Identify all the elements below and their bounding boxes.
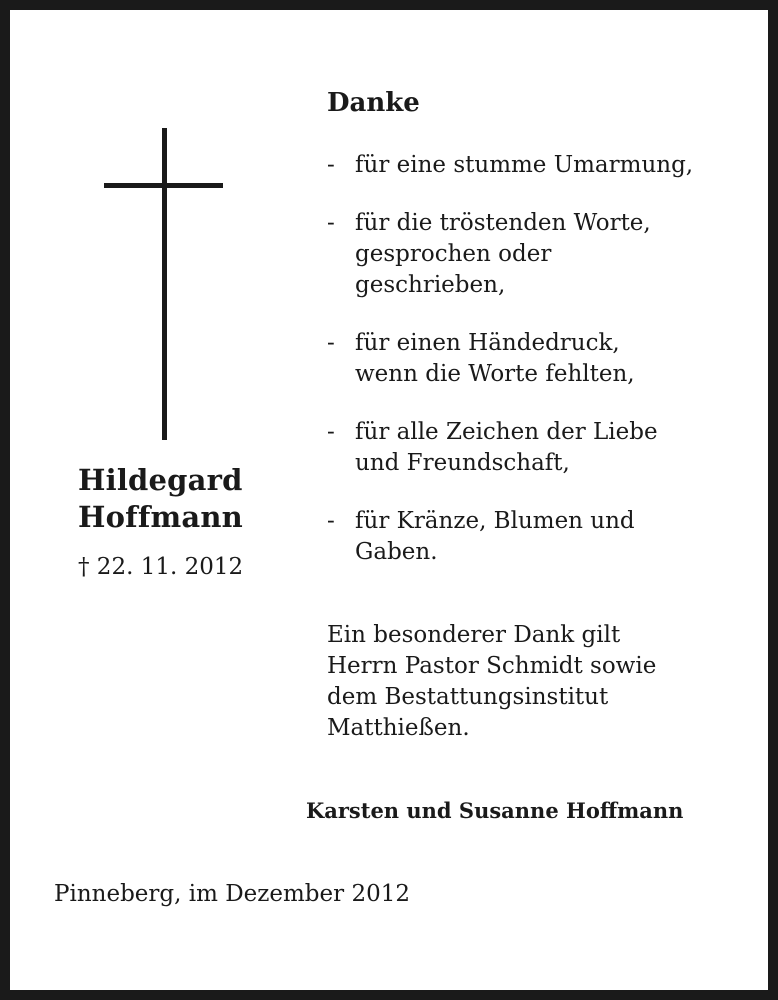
special-thanks-line: Ein besonderer Dank gilt: [327, 622, 621, 648]
signature: Karsten und Susanne Hoffmann: [306, 798, 684, 823]
list-item-line: und Freundschaft,: [355, 450, 570, 476]
list-dash: -: [327, 508, 335, 534]
special-thanks-line: Matthießen.: [327, 715, 470, 741]
list-item-line: für die tröstenden Worte,: [355, 210, 651, 236]
cross-icon-horizontal: [104, 183, 223, 188]
list-item: [327, 506, 747, 568]
deceased-last-name: Hoffmann: [78, 500, 243, 534]
list-item-line: für einen Händedruck,: [355, 330, 620, 356]
thanks-list: [327, 150, 747, 595]
list-item-line: für alle Zeichen der Liebe: [355, 419, 658, 445]
deceased-name: [78, 462, 243, 536]
special-thanks-line: dem Bestattungsinstitut: [327, 684, 609, 710]
deceased-first-name: Hildegard: [78, 463, 243, 497]
list-item-line: für Kränze, Blumen und: [355, 508, 635, 534]
list-dash: -: [327, 419, 335, 445]
list-dash: -: [327, 152, 335, 178]
list-dash: -: [327, 330, 335, 356]
place-date: Pinneberg, im Dezember 2012: [54, 881, 410, 907]
thanks-heading: Danke: [327, 88, 420, 118]
list-item: [327, 328, 747, 390]
list-item: [327, 150, 747, 181]
list-item-line: für eine stumme Umarmung,: [355, 152, 694, 178]
list-item: [327, 417, 747, 479]
list-item-line: gesprochen oder: [355, 241, 552, 267]
list-item-line: wenn die Worte fehlten,: [355, 361, 635, 387]
list-dash: -: [327, 210, 335, 236]
special-thanks: [327, 620, 656, 744]
cross-icon-vertical: [162, 128, 167, 440]
list-item: [327, 208, 747, 301]
list-item-line: Gaben.: [355, 539, 438, 565]
list-item-line: geschrieben,: [355, 272, 506, 298]
obituary-card: [10, 10, 768, 990]
special-thanks-line: Herrn Pastor Schmidt sowie: [327, 653, 657, 679]
death-date: † 22. 11. 2012: [78, 554, 244, 580]
